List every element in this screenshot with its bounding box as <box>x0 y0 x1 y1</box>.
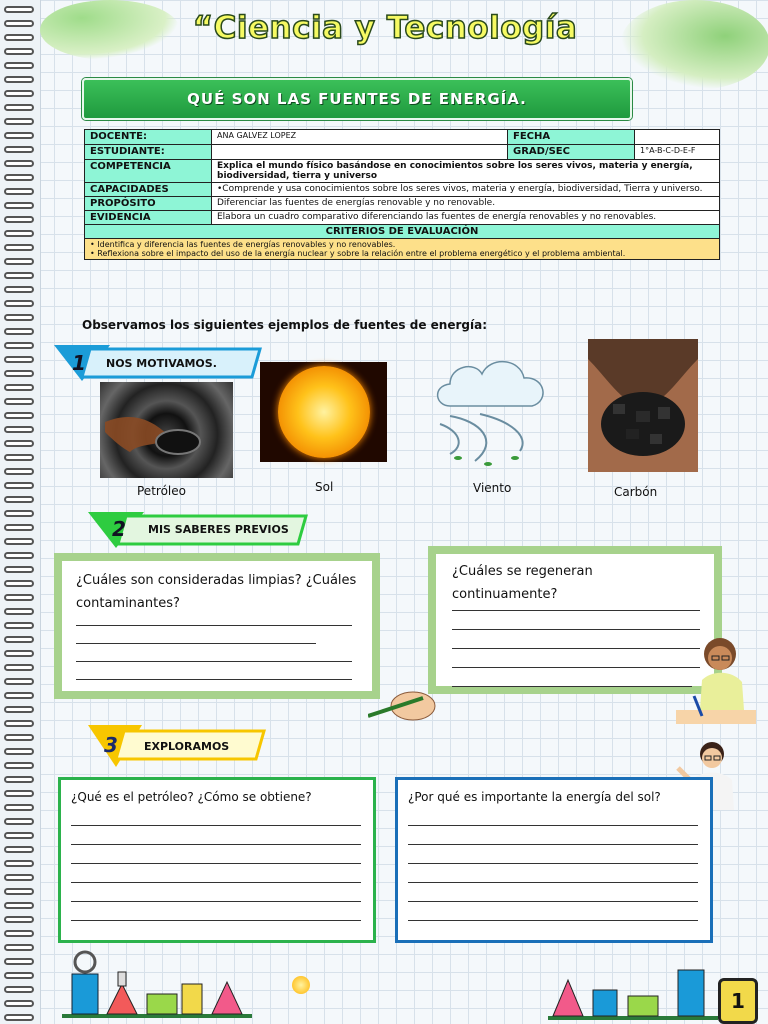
spiral-ring <box>4 454 34 461</box>
spiral-ring <box>4 958 34 965</box>
section-3-header <box>86 725 266 767</box>
competencia-value: Explica el mundo físico basándose en conocimientos sobre los seres vivos, materia y energía, biodiversidad, tierra y universo <box>212 160 720 183</box>
lab-equipment-left <box>62 944 252 1018</box>
caption-sol: Sol <box>315 480 334 494</box>
spiral-ring <box>4 62 34 69</box>
spiral-ring <box>4 468 34 475</box>
carbon-image <box>588 339 698 472</box>
question-regeneran: ¿Cuáles se regeneran continuamente? <box>452 564 593 602</box>
spiral-ring <box>4 76 34 83</box>
spiral-ring <box>4 790 34 797</box>
answer-lines[interactable] <box>76 625 358 680</box>
spiral-binding <box>0 0 41 1024</box>
capacidades-label: CAPACIDADES <box>85 183 212 197</box>
spiral-ring <box>4 300 34 307</box>
spiral-ring <box>4 846 34 853</box>
spiral-ring <box>4 20 34 27</box>
section-1-title: NOS MOTIVAMOS. <box>106 357 217 370</box>
spiral-ring <box>4 874 34 881</box>
spiral-ring <box>4 1014 34 1021</box>
evidencia-value: Elabora un cuadro comparativo diferenciando las fuentes de energía renovables y no renovables. <box>212 211 720 225</box>
wind-cloud-icon <box>420 346 560 474</box>
proposito-label: PROPÓSITO <box>85 197 212 211</box>
spiral-ring <box>4 692 34 699</box>
section-2-header <box>86 512 308 548</box>
spiral-ring <box>4 916 34 923</box>
sol-image <box>260 362 387 462</box>
spiral-ring <box>4 664 34 671</box>
spiral-ring <box>4 216 34 223</box>
spiral-ring <box>4 6 34 13</box>
spiral-ring <box>4 944 34 951</box>
docente-value: ANA GALVEZ LOPEZ <box>212 130 508 145</box>
petroleo-image <box>100 382 233 478</box>
question-box-petroleo <box>58 777 376 943</box>
spiral-ring <box>4 636 34 643</box>
spiral-ring <box>4 986 34 993</box>
spiral-ring <box>4 342 34 349</box>
spiral-ring <box>4 160 34 167</box>
criterio-item: • Reflexiona sobre el impacto del uso de la energía nuclear y sobre la relación entre el problema energético y el problema ambiental. <box>90 249 626 258</box>
spiral-ring <box>4 552 34 559</box>
spiral-ring <box>4 202 34 209</box>
spiral-ring <box>4 174 34 181</box>
spiral-ring <box>4 510 34 517</box>
lightbulb-icon <box>292 976 310 994</box>
spiral-ring <box>4 594 34 601</box>
spiral-ring <box>4 258 34 265</box>
answer-lines[interactable] <box>452 610 698 687</box>
spiral-ring <box>4 146 34 153</box>
spiral-ring <box>4 748 34 755</box>
spiral-ring <box>4 496 34 503</box>
spiral-ring <box>4 734 34 741</box>
spiral-ring <box>4 482 34 489</box>
section-1-header <box>50 345 262 381</box>
lab-equipment-right <box>548 950 718 1020</box>
question-box-sol <box>395 777 713 943</box>
section-3-number: 3 <box>104 733 118 757</box>
spiral-ring <box>4 412 34 419</box>
section-2-number: 2 <box>112 517 126 541</box>
spiral-ring <box>4 818 34 825</box>
topic-banner-text: QUÉ SON LAS FUENTES DE ENERGÍA. <box>187 90 527 108</box>
caption-petroleo: Petróleo <box>137 484 186 498</box>
spiral-ring <box>4 762 34 769</box>
caption-viento: Viento <box>473 481 512 495</box>
proposito-value: Diferenciar las fuentes de energías renovable y no renovable. <box>212 197 720 211</box>
spiral-ring <box>4 314 34 321</box>
grad-value: 1°A-B-C-D-E-F <box>635 145 720 160</box>
hand-pencil-illustration <box>368 688 438 724</box>
leaf-decoration-top-right <box>620 0 768 90</box>
capacidades-value: •Comprende y usa conocimientos sobre los seres vivos, materia y energía, biodiversidad, Tierra y universo. <box>212 183 720 197</box>
spiral-ring <box>4 1000 34 1007</box>
spiral-ring <box>4 622 34 629</box>
page-number: 1 <box>731 989 745 1013</box>
spiral-ring <box>4 440 34 447</box>
criterios-label: CRITERIOS DE EVALUACIÓN <box>85 225 720 239</box>
spiral-ring <box>4 398 34 405</box>
viento-image <box>420 346 560 474</box>
spiral-ring <box>4 608 34 615</box>
spiral-ring <box>4 930 34 937</box>
estudiante-value[interactable] <box>212 145 508 160</box>
info-table <box>84 129 720 260</box>
spiral-ring <box>4 230 34 237</box>
fecha-value[interactable] <box>635 130 720 145</box>
question-petroleo: ¿Qué es el petróleo? ¿Cómo se obtiene? <box>71 790 312 804</box>
criterios-list <box>85 239 720 260</box>
section-1-number: 1 <box>72 351 86 375</box>
spiral-ring <box>4 804 34 811</box>
spiral-ring <box>4 678 34 685</box>
spiral-ring <box>4 188 34 195</box>
spiral-ring <box>4 118 34 125</box>
spiral-ring <box>4 888 34 895</box>
criterio-item: • Identifica y diferencia las fuentes de energías renovables y no renovables. <box>90 240 396 249</box>
spiral-ring <box>4 48 34 55</box>
spiral-ring <box>4 720 34 727</box>
answer-lines[interactable] <box>71 825 363 921</box>
spiral-ring <box>4 566 34 573</box>
spiral-ring <box>4 90 34 97</box>
spiral-ring <box>4 538 34 545</box>
spiral-ring <box>4 426 34 433</box>
page-number-badge <box>718 978 758 1024</box>
question-limpias: ¿Cuáles son consideradas limpias? ¿Cuáles contaminantes? <box>76 573 357 611</box>
question-sol: ¿Por qué es importante la energía del sol? <box>408 790 661 804</box>
spiral-ring <box>4 272 34 279</box>
spiral-ring <box>4 650 34 657</box>
spiral-ring <box>4 356 34 363</box>
section-3-title: EXPLORAMOS <box>144 740 230 753</box>
grad-label: GRAD/SEC <box>508 145 635 160</box>
spiral-ring <box>4 902 34 909</box>
spiral-ring <box>4 34 34 41</box>
section-2-title: MIS SABERES PREVIOS <box>148 523 289 536</box>
spiral-ring <box>4 524 34 531</box>
spiral-ring <box>4 860 34 867</box>
docente-label: DOCENTE: <box>85 130 212 145</box>
spiral-ring <box>4 328 34 335</box>
fecha-label: FECHA <box>508 130 635 145</box>
spiral-ring <box>4 104 34 111</box>
spiral-ring <box>4 972 34 979</box>
caption-carbon: Carbón <box>614 485 658 499</box>
oil-hand-icon <box>100 382 233 478</box>
page-title: “Ciencia y Tecnología <box>192 10 578 46</box>
intro-text: Observamos los siguientes ejemplos de fuentes de energía: <box>82 318 487 332</box>
spiral-ring <box>4 832 34 839</box>
answer-lines[interactable] <box>408 825 700 921</box>
spiral-ring <box>4 776 34 783</box>
spiral-ring <box>4 370 34 377</box>
spiral-ring <box>4 244 34 251</box>
spiral-ring <box>4 706 34 713</box>
spiral-ring <box>4 132 34 139</box>
spiral-ring <box>4 384 34 391</box>
competencia-label: COMPETENCIA <box>85 160 212 183</box>
coal-hands-icon <box>588 339 698 472</box>
spiral-ring <box>4 580 34 587</box>
topic-banner <box>82 78 632 120</box>
question-box-limpias <box>54 553 380 699</box>
estudiante-label: ESTUDIANTE: <box>85 145 212 160</box>
evidencia-label: EVIDENCIA <box>85 211 212 225</box>
spiral-ring <box>4 286 34 293</box>
student-boy-illustration <box>672 630 758 726</box>
